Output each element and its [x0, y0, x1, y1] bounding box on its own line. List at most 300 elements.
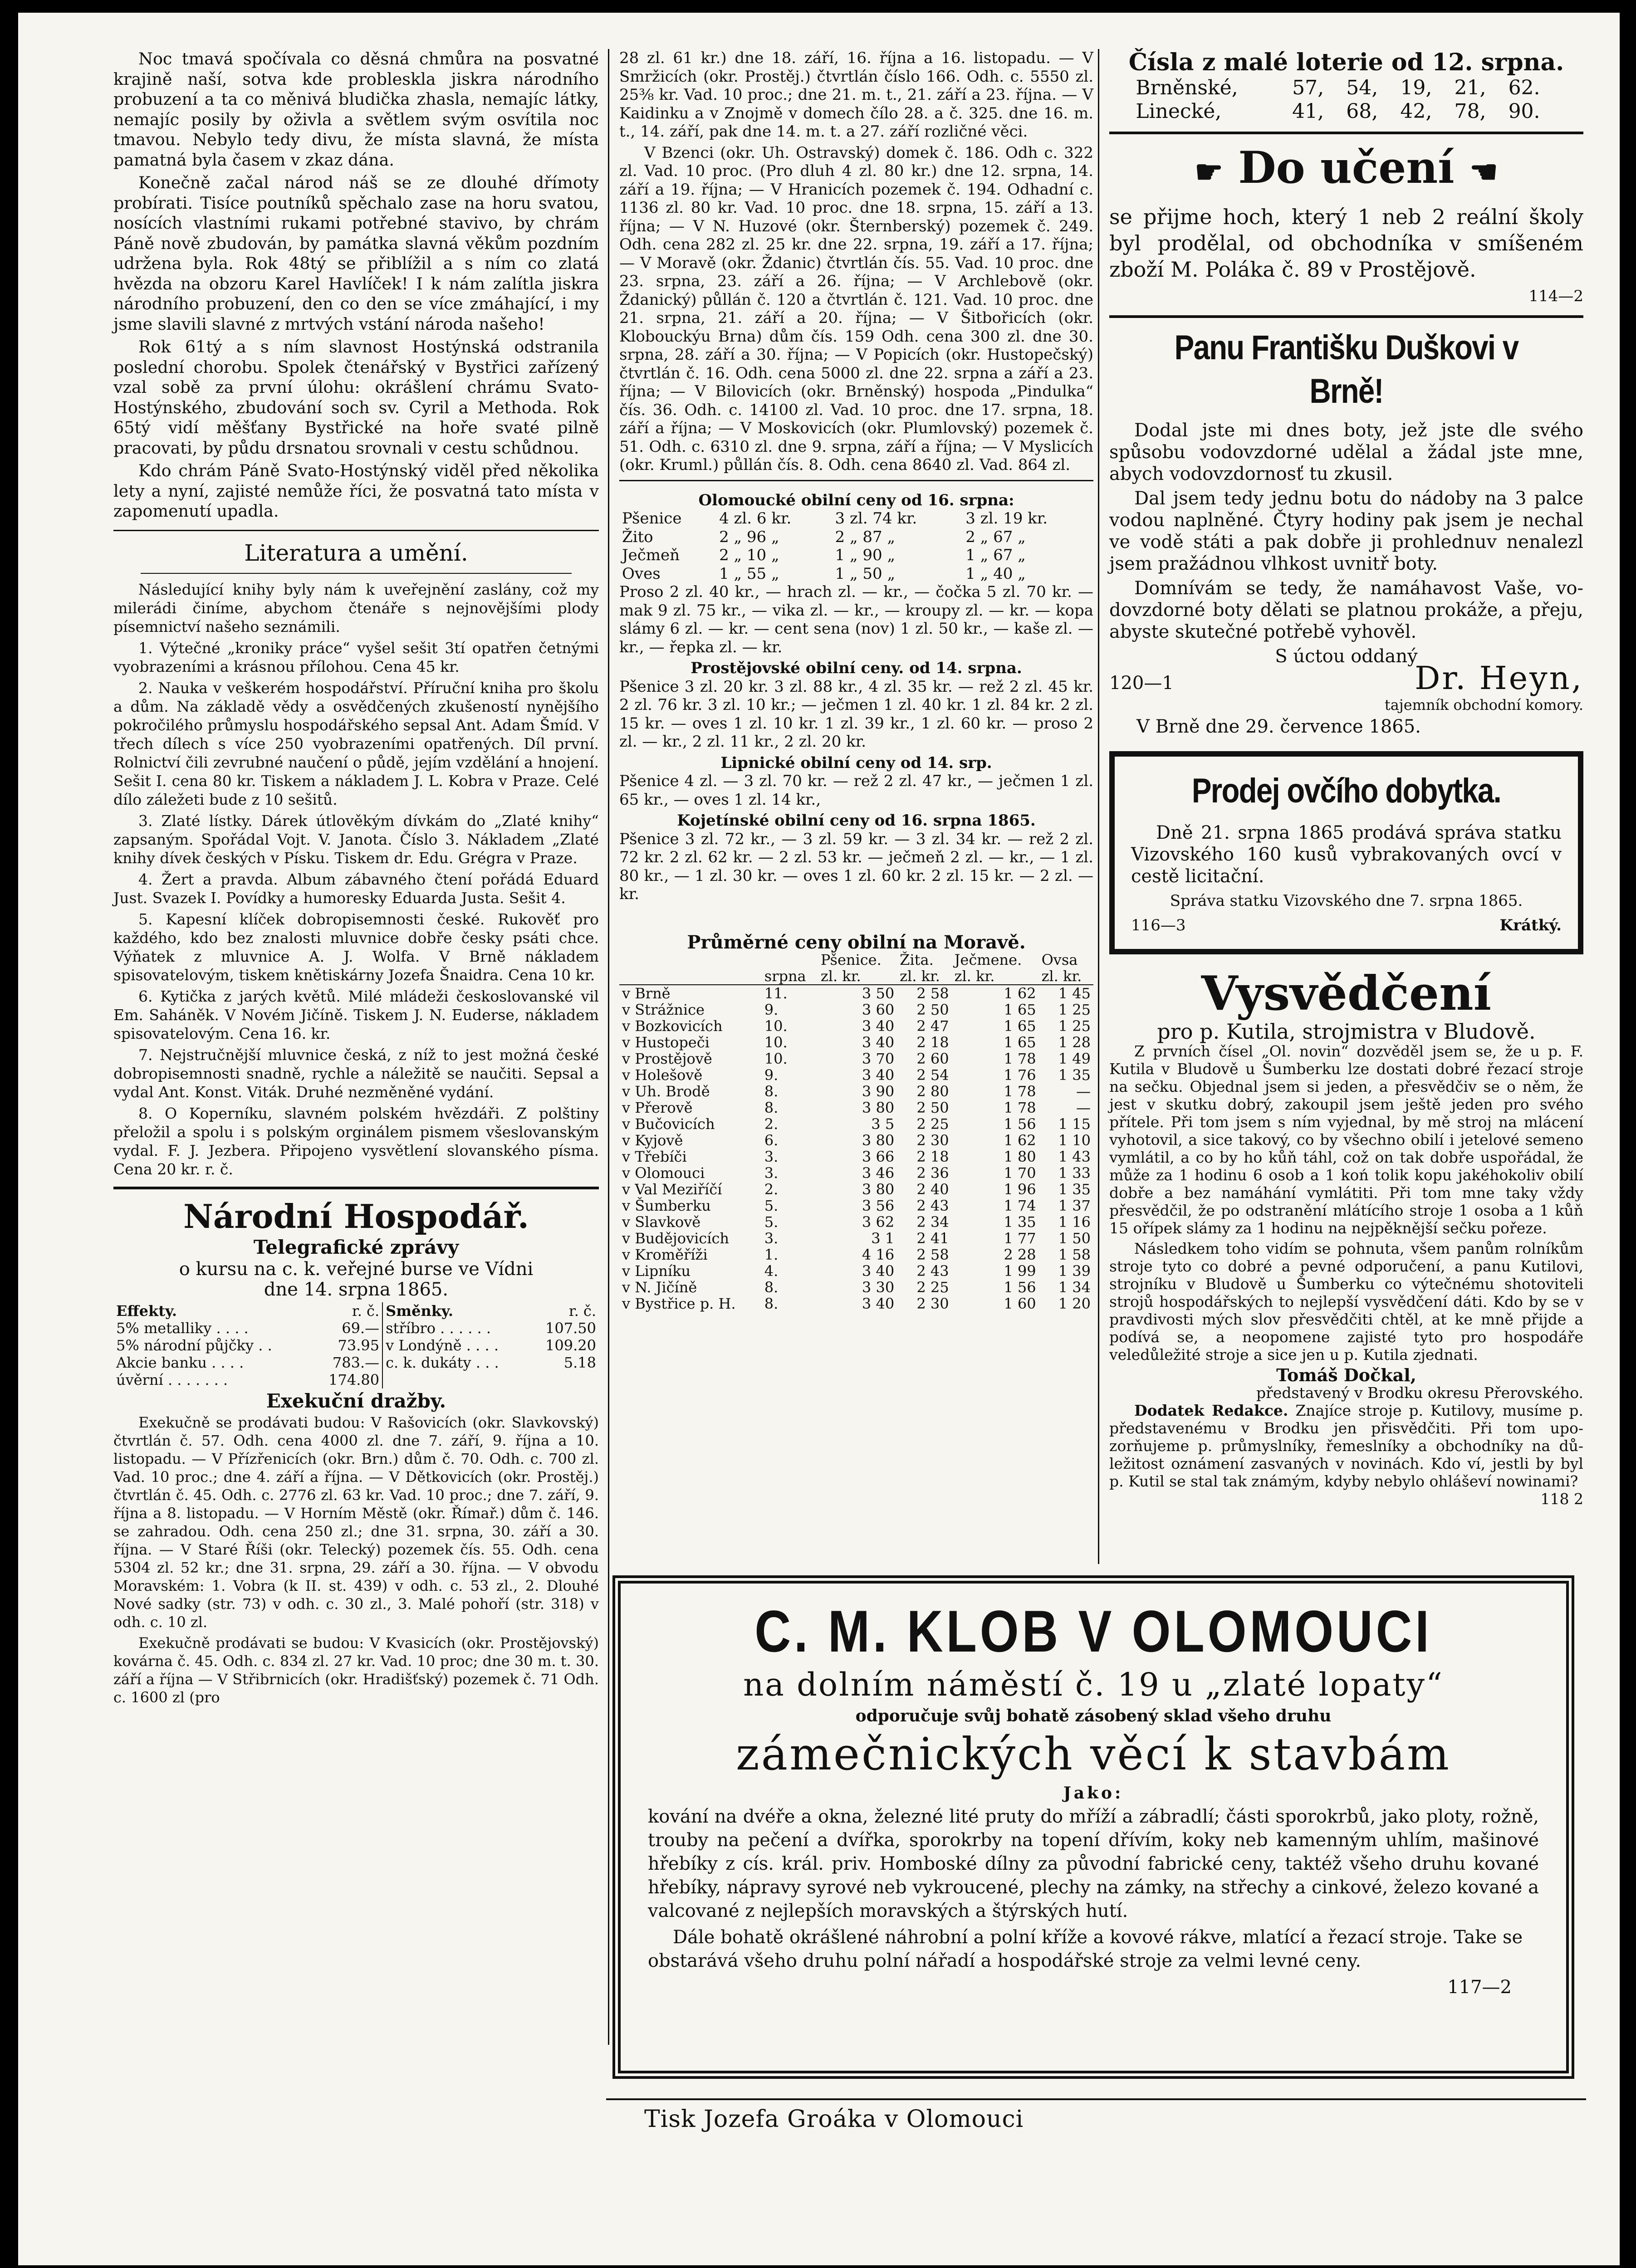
- olomouc-prices-title: Olomoucké obilní ceny od 16. srpna:: [698, 491, 1014, 509]
- literature-heading: Literatura a umění.: [244, 539, 468, 566]
- dusek-letter-text: Dodal jste mi dnes boty, jež jste dle svého spůsobu vodovzdorné udělal a žádal jste mne, abych vodovzdornosť tu zkusil.: [1109, 420, 1583, 484]
- cell: 3 80: [862, 1099, 895, 1116]
- footer-divider: [606, 2098, 1586, 2100]
- header-cell: Pšenice.: [820, 951, 882, 968]
- cell: 1 80: [1004, 1148, 1036, 1165]
- cell: 3 90: [862, 1083, 895, 1100]
- cell: v Budějovicích: [622, 1230, 729, 1247]
- dusek-letter-title: Panu Františku Duškovi v Brně!: [1174, 328, 1518, 411]
- cell: 73.95: [338, 1337, 380, 1354]
- cell: 1 25: [1058, 1001, 1091, 1018]
- auction-text: Exekučně se prodávati budou: V Rašovicích (okr. Slavkovský) čtvrtlán č. 57. Odh. cena 4000 zl. dne 7. září, 9. října a 10. listopadu. — V Přízřenicích (okr. Brn.) dům č. 70. Odh. c. 700 zl. Vad. 10 proc.; dne 4. září a října. — V Dětkovicích (okr. Prostěj.) čtvrtlán č. 45. Odh. c. 2776 zl. 63 kr. Vad. 10 proc.; dne 7. září, 9. října a 8. listopadu. — V Horním Městě (okr. Římař.) dům č. 146. se zahradou. Odh. cena 250 zl.; dne 31. srpna, 30. září a 30. října. — V Staré Říši (okr. Telecký) pozemek čís. 55. Odh. cena 5304 zl. 52 kr.; dne 31. srpna, 29. září a 30. října. — V obvodu Moravském: 1. Vobra (k II. st. 439) v odh. c. 53 zl., 2. Dlouhé Nové sadky (str. 73) v odh. c. 30 zl., 3. Malé pohoří (str. 318) v odh. c. 10 zl.: [113, 1413, 599, 1631]
- article-paragraph: Rok 61tý a s ním slavnost Hostýnská odstranila poslední chorobu. Spolek čtenářský v Bystřici zařízený vzal sobě za první úlohu: okrášlení chrámu Svato-Hostýnského, zbudování soch sv. Cyril a Methoda. Rok 65tý vidí měšťany Bystřické na hoře svaté pilně pracovati, by půdu drsnatou srovnali v cestu schůdnou.: [113, 337, 599, 458]
- cell: 3 50: [862, 985, 895, 1002]
- cell: 1 77: [1004, 1230, 1036, 1247]
- dusek-letter-text: Dal jsem tedy jednu botu do nádoby na 3 palce vodou naplněné. Čtyry hodiny pak jsem je nechal ve vodě státi a pak dobře ji prohlednuv nenalezl jsem pražádnou vlhkost uvnitř boty.: [1109, 488, 1583, 574]
- prices-text: Proso 2 zl. 40 kr., — hrach zl. — kr., — čočka 5 zl. 70 kr. — mak 9 zl. 75 kr., — vika zl. — kr., — kroupy zl. — kr. — kopa slámy 6 zl. — kr. — cent sena (nov) 1 zl. 50 kr., — kaše zl. — kr., — řepka zl. — kr.: [619, 583, 1093, 656]
- literature-item: 2. Nauka v veškerém hospodářství. Příruční kniha pro školu a dům. Na základě vědy a osvědčených zkušeností nynějšího pokročilého průmyslu hospodářského sepsal Ant. Adam Šmíd. V třech dílech s více 250 vyobrazeními opatřených. Díl první. Rolnictví čili zevrubné naučení o půdě, jejím vzdělání a hnojení. Sešit I. cena 80 kr. Tiskem a nákladem J. L. Kobra v Praze. Celé dílo záležeti bude z 10 sešitů.: [113, 679, 599, 808]
- cell: 2 „ 10 „: [719, 546, 779, 564]
- cell: v Bystřice p. H.: [622, 1295, 736, 1312]
- cell: v Třebíči: [622, 1148, 687, 1165]
- cell: v Olomouci: [622, 1164, 705, 1182]
- table-row: [619, 1165, 1093, 1181]
- cell: 3 56: [862, 1197, 895, 1214]
- cell: 2 „ 87 „: [835, 528, 896, 546]
- cell: 2 58: [916, 1246, 949, 1263]
- cell: 3 40: [862, 1034, 895, 1051]
- cell: 3 5: [871, 1115, 895, 1133]
- cell: v Prostějově: [622, 1050, 712, 1067]
- cell: 1 56: [1004, 1279, 1036, 1296]
- cell: 2 36: [916, 1164, 949, 1182]
- cell: 1 56: [1004, 1115, 1036, 1133]
- cell: Brněnské,: [1136, 76, 1238, 99]
- table-row: [619, 509, 1093, 528]
- apprentice-ad-text: se přijme hoch, který 1 neb 2 reální školy byl prodělal, od obchodníka v smíšeném zboží M. Poláka č. 89 v Prostějově.: [1109, 205, 1583, 282]
- cell: 69.—: [342, 1320, 380, 1337]
- cell: v Strážnice: [622, 1001, 705, 1018]
- cell: 8.: [764, 1099, 779, 1116]
- cell: 6.: [764, 1132, 779, 1149]
- cell: v Přerově: [622, 1099, 693, 1116]
- cell: 2 18: [916, 1148, 949, 1165]
- table-row: [619, 985, 1093, 1002]
- cell: v Bučovicích: [622, 1115, 715, 1133]
- cell: 1 „ 50 „: [835, 564, 896, 583]
- cell: stříbro . . . . . .: [382, 1320, 529, 1337]
- cell: 2 40: [916, 1181, 949, 1198]
- sheep-sale-footer: [1131, 914, 1562, 936]
- table-header: [619, 952, 1093, 968]
- telegraph-title: Telegrafické zprávy: [253, 1236, 459, 1258]
- ad-number: 117—2: [1447, 1977, 1512, 1998]
- cell: 3 80: [862, 1132, 895, 1149]
- table-row: [1133, 76, 1560, 100]
- cell: 3.: [764, 1230, 779, 1247]
- sheep-sale-text: Dně 21. srpna 1865 prodává správa statku Vizovského 160 kusů vybrakovaných ovcí v cestě licitační.: [1131, 822, 1562, 887]
- cell: 3 80: [862, 1181, 895, 1198]
- cell: 3 40: [862, 1295, 895, 1312]
- cell: 2 30: [916, 1132, 949, 1149]
- prices-text: Pšenice 3 zl. 72 kr., — 3 zl. 59 kr. — 3 zl. 34 kr. — rež 2 zl. 72 kr. 2 zl. 62 kr. — 2 zl. 53 kr. — ječmeň 2 zl. — kr., — 1 zl. 80 kr., — 1 zl. 30 kr. — oves 1 zl. 60 kr. 2 zl. 15 kr. — 2 zl. — kr.: [619, 830, 1093, 903]
- cell: 2 „ 67 „: [965, 528, 1026, 546]
- cell: 21,: [1454, 76, 1486, 99]
- cell: 1 39: [1058, 1262, 1091, 1280]
- pointing-hand-icon: ☛: [1195, 153, 1223, 191]
- table-row: [619, 1181, 1093, 1198]
- header-cell: r. č.: [568, 1302, 596, 1320]
- literature-item: 5. Kapesní klíček dobropisemnosti české. Rukověť pro každého, kdo bez znalosti mluvnice dobře česky psáti chce. Výňatek z mluvnice A. J. Wolfa. V Brně nákladem spisovatelovým, tiskem knětiskárny Jozefa Šnaidra. Cena 10 kr.: [113, 910, 599, 984]
- lottery-table: [1133, 76, 1560, 123]
- cell: 2 41: [916, 1230, 949, 1247]
- bourse-table: [113, 1302, 599, 1388]
- divider: [1109, 315, 1583, 318]
- sheep-sale-ad: [1109, 751, 1583, 954]
- header-cell: srpna: [764, 968, 806, 985]
- cell: 1 78: [1004, 1050, 1036, 1067]
- article-paragraph: Konečně začal národ náš se ze dlouhé dřímoty probírati. Tisíce poutníků spěchalo zase na horu svatou, nosících vlastními rukami potřebné stavivo, by chrám Páně nově zbudován, by památka slavná věkům pozdním udržena byla. Rok 48tý se přiblížil a s ním co zlatá hvězda na obzoru Karel Havlíček! I k nám zalítla jiskra národního probuzení, den co den se více zmáhající, i my jsme slavili slavné z mrtvých vstání národa našeho!: [113, 173, 599, 334]
- prostejov-prices-title: Prostějovské obilní ceny. od 14. srpna.: [691, 659, 1022, 677]
- cell: 62.: [1508, 76, 1540, 99]
- cell: 1 „ 40 „: [965, 564, 1026, 583]
- auction-list: [113, 1413, 599, 1706]
- klob-ad-recommends: odporučuje svůj bohatě zásobený sklad všeho druhu: [855, 1706, 1332, 1725]
- apprentice-ad-title: [1109, 142, 1583, 197]
- dusek-signature: Dr. Heyn,: [1415, 660, 1583, 697]
- cell: —: [1076, 1099, 1091, 1116]
- column-separator: [608, 49, 609, 2045]
- header-cell: Směnky.: [382, 1302, 529, 1320]
- klob-ad-text: Dále bohatě okrášlené náhrobní a polní kříže a kovové rákve, mlatící a řezací stroje. Take se obstarává všeho druhu polní nářadí a hospodářské stroje za velmi levné ceny.: [648, 1927, 1523, 1971]
- table-row: [619, 1116, 1093, 1132]
- pointing-hand-icon: ☚: [1469, 153, 1498, 191]
- header-cell: zl. kr.: [954, 968, 995, 985]
- prices-text: Pšenice 4 zl. — 3 zl. 70 kr. — rež 2 zl. 47 kr., — ječmen 1 zl. 65 kr., — oves 1 zl. 14 kr.,: [619, 772, 1093, 809]
- apprentice-ad-heading: Do učení: [1238, 142, 1455, 193]
- cell: 5% národní půjčky . .: [116, 1337, 272, 1354]
- cell: 8.: [764, 1295, 779, 1312]
- header-cell: Žita.: [900, 951, 934, 968]
- cell: 10.: [764, 1050, 788, 1067]
- table-row: [619, 1018, 1093, 1034]
- cell: v Kyjově: [622, 1132, 683, 1149]
- cell: 11.: [764, 985, 788, 1002]
- testimonial-signature: Tomáš Dočkal,: [1276, 1365, 1416, 1385]
- table-header: [619, 968, 1093, 985]
- cell: 3 60: [862, 1001, 895, 1018]
- cell: 1 74: [1004, 1197, 1036, 1214]
- table-row: [619, 1051, 1093, 1067]
- divider: [1109, 132, 1583, 134]
- sheep-sale-title: Prodej ovčího dobytka.: [1191, 772, 1501, 810]
- lottery-title: Čísla z malé loterie od 12. srpna.: [1128, 49, 1564, 76]
- cell: 3 zl. 74 kr.: [835, 509, 917, 528]
- divider: [619, 480, 1093, 481]
- dusek-role: tajemník obchodní komory.: [1384, 696, 1583, 714]
- table-row: [619, 1214, 1093, 1230]
- newspaper-page: [18, 13, 1620, 2265]
- cell: 1 76: [1004, 1066, 1036, 1084]
- cell: 2 43: [916, 1197, 949, 1214]
- column-separator: [1098, 49, 1099, 1564]
- cell: 5% metalliky . . . .: [116, 1320, 249, 1337]
- cell: 4.: [764, 1262, 779, 1280]
- cell: 2.: [764, 1181, 779, 1198]
- section-title: Národní Hospodář.: [183, 1197, 529, 1236]
- kojetin-prices-title: Kojetínské obilní ceny od 16. srpna 1865.: [677, 811, 1036, 830]
- table-row: [619, 565, 1093, 583]
- printer-imprint: Tisk Jozefa Groáka v Olomouci: [644, 2106, 1024, 2133]
- cell: 1 35: [1004, 1213, 1036, 1231]
- table-row: [619, 528, 1093, 547]
- literature-item: 8. O Koperníku, slavném polském hvězdáři. Z polštiny přeložil a spolu i s polským orginálem pismem všeslovanským vydal. F. J. Jezbera. Připojeno vysvětlení slovanského písma. Cena 20 kr. r. č.: [113, 1104, 599, 1178]
- sheep-sale-signature: Krátký.: [1499, 916, 1562, 934]
- auction-text: V Bzenci (okr. Uh. Ostravský) domek č. 186. Odh c. 322 zl. Vad. 10 proc. (Pro dluh 4 zl. 80 kr.) dne 12. srpna, 14. září a 19. října; — V Hranicích pozemek č. 194. Odhadní c. 1136 zl. 80 kr. Vad. 10 proc. dne 18. srpna, 15. září a 13. října; — V N. Huzové (okr. Šternberský) pozemek č. 249. Odh. cena 282 zl. 25 kr. dne 22. srpna, 19. září a 17. října; — V Moravě (okr. Ždanic) čtvrtlán čís. 55. Vad. 10 proc. dne 23. srpna, 23. září a 26. října; — V Archlebově (okr. Ždanický) půllán č. 120 a čtvrtlán č. 121. Vad. 10 proc. dne 21. srpna, 21. září a 20. října; — V Šitbořicích (okr. Klobouckýu Brna) dům čís. 159 Odh. cena 300 zl. dne 30. srpna, 28. září a 30. října; — V Popicích (okr. Hustopečský) čtvrtlán č. 16. Odh. cena 5000 zl. dne 22. srpna a září a 23. října; — V Bilovicích (okr. Brněnský) hospoda „Pindulka“ čís. 36. Odh. c. 14100 zl. Vad. 10 proc. dne 17. srpna, 18. září a října; — V Moskovicích (okr. Plumlovský) pozemek č. 51. Odh. c. 6310 zl. dne 9. srpna, září a října; — V Myslicích (okr. Kruml.) půllán čís. 8. Odh. cena 8640 zl. Vad. 864 zl.: [619, 143, 1093, 474]
- klob-ad-address: na dolním náměstí č. 19 u „zlaté lopaty“: [743, 1666, 1444, 1703]
- cell: 107.50: [545, 1320, 596, 1337]
- cell: 5.: [764, 1213, 779, 1231]
- cell: 1 „ 90 „: [835, 546, 896, 564]
- prices-text: Pšenice 3 zl. 20 kr. 3 zl. 88 kr., 4 zl. 35 kr. — rež 2 zl. 45 kr. 2 zl. 76 kr. 3 zl. 10 kr.; — ječmen 1 zl. 40 kr. 1 zl. 84 kr. 2 zl. 15 kr. — oves 1 zl. 10 kr. 1 zl. 39 kr., 1 zl. 60 kr. — proso 2 zl. — kr., 2 zl. 11 kr., 2 zl. 20 kr.: [619, 677, 1093, 751]
- literature-item: 7. Nejstručnější mluvnice česká, z níž to jest možná české dobropisemnosti snadně, rychle a náležitě se naučiti. Sepsal a vydal Ant. Konst. Viták. Druhé nezměněné vydání.: [113, 1046, 599, 1101]
- cell: 3.: [764, 1148, 779, 1165]
- cell: úvěrní . . . . . . .: [116, 1371, 228, 1388]
- cell: 174.80: [328, 1371, 380, 1388]
- auction-text: Exekučně prodávati se budou: V Kvasicích (okr. Prostějovský) kovárna č. 45. Odh. c. 834 zl. 27 kr. Vad. 10 proc; dne 30 m. t. 30. září a října — V Střibrnicích (okr. Hradišťský) pozemek č. 71 Odh. c. 1600 zl (pro: [113, 1634, 599, 1706]
- cell: v Holešově: [622, 1066, 703, 1084]
- cell: 4 zl. 6 kr.: [719, 509, 792, 528]
- auction-title: Exekuční dražby.: [266, 1390, 446, 1412]
- cell: v Londýně . . . .: [382, 1337, 529, 1354]
- table-row: [113, 1337, 599, 1354]
- sheep-sale-text: Správa statku Vizovského dne 7. srpna 1865.: [1170, 892, 1523, 910]
- cell: [382, 1371, 529, 1388]
- cell: 5.: [764, 1197, 779, 1214]
- cell: v Brně: [622, 985, 671, 1002]
- cell: —: [1076, 1083, 1091, 1100]
- cell: 1 65: [1004, 1001, 1036, 1018]
- divider: [113, 1187, 599, 1189]
- cell: 1 50: [1058, 1230, 1091, 1247]
- cell: 3 40: [862, 1066, 895, 1084]
- cell: Pšenice: [622, 509, 682, 528]
- cell: 1 „ 55 „: [719, 564, 779, 583]
- table-row: [619, 1149, 1093, 1165]
- klob-ad-title: C. M. KLOB V OLOMOUCI: [754, 1598, 1432, 1664]
- cell: 54,: [1346, 76, 1378, 99]
- cell: 1 96: [1004, 1181, 1036, 1198]
- cell: 2 30: [916, 1295, 949, 1312]
- cell: 9.: [764, 1001, 779, 1018]
- table-row: [619, 1295, 1093, 1312]
- cell: 1 28: [1058, 1034, 1091, 1051]
- table-header: [113, 1302, 599, 1320]
- cell: 1 15: [1058, 1115, 1091, 1133]
- cell: 2 54: [916, 1066, 949, 1084]
- header-cell: r. č.: [352, 1302, 380, 1320]
- cell: 1 62: [1004, 1132, 1036, 1149]
- cell: 1 25: [1058, 1017, 1091, 1035]
- cell: 57,: [1292, 76, 1324, 99]
- table-row: [619, 1132, 1093, 1149]
- cell: c. k. dukáty . . .: [382, 1354, 529, 1371]
- literature-item: 1. Výtečné „kroniky práce“ vyšel sešit 3tí opatřen četnými vyobrazeními a krásnou přílohou. Cena 45 kr.: [113, 639, 599, 675]
- table-row: [619, 1263, 1093, 1279]
- telegraph-date: dne 14. srpna 1865.: [264, 1279, 449, 1300]
- cell: 1 49: [1058, 1050, 1091, 1067]
- cell: 1 62: [1004, 985, 1036, 1002]
- testimonial-body: [1109, 1042, 1583, 1508]
- cell: 3 62: [862, 1213, 895, 1231]
- header-cell: Ječmene.: [954, 951, 1022, 968]
- cell: 2 34: [916, 1213, 949, 1231]
- cell: 90.: [1508, 100, 1540, 123]
- cell: v Uh. Brodě: [622, 1083, 710, 1100]
- article-paragraph: Noc tmavá spočívala co děsná chmůra na posvatné krajině naší, sotva kde probleskla jiskra národního probuzení a ta co měnivá bludička zhasla, nemajíc látky, nemajíc posily by oživla a světlem svým osvítila noc tmavou. Nebylo tedy divu, že místa slavná, že místa pamatná byla časem v zkaz dána.: [113, 49, 599, 170]
- testimonial-title: Vysvědčení: [1201, 965, 1492, 1021]
- column-1: [113, 49, 599, 2152]
- cell: 3 46: [862, 1164, 895, 1182]
- header-cell: zl. kr.: [820, 968, 861, 985]
- klob-ad-jako: Jako:: [1063, 1784, 1124, 1803]
- cell: v Val Meziříčí: [622, 1181, 722, 1198]
- cell: 3 30: [862, 1279, 895, 1296]
- table-row: [113, 1371, 599, 1388]
- cell: 2 50: [916, 1001, 949, 1018]
- cell: 1 65: [1004, 1034, 1036, 1051]
- telegraph-subtitle: o kursu na c. k. veřejné burse ve Vídni: [179, 1259, 534, 1280]
- table-row: [619, 1034, 1093, 1051]
- average-prices-table: [619, 952, 1093, 1312]
- editor-note-heading: Dodatek Redakce.: [1134, 1402, 1288, 1419]
- literature-intro: Následující knihy byly nám k uveřejnění zaslány, což my milerádi činíme, abychom čtenáře s nejnovějšími plody písemnictví našeho seznámili.: [113, 580, 599, 635]
- cell: 4 16: [862, 1246, 895, 1263]
- cell: 19,: [1400, 76, 1432, 99]
- average-prices-body: [619, 985, 1093, 1312]
- ad-number: 114—2: [1528, 287, 1583, 305]
- cell: 41,: [1292, 100, 1324, 123]
- cell: 2 „ 96 „: [719, 528, 779, 546]
- table-row: [619, 1067, 1093, 1083]
- cell: v Bozkovicích: [622, 1017, 723, 1035]
- cell: 2 50: [916, 1099, 949, 1116]
- literature-item: 6. Kytička z jarých květů. Milé mládeži českoslovanské vil Em. Saháněk. V Novém Jičíně. Tiskem J. N. Euderse, nákladem spisovatelovým. Cena 16. kr.: [113, 987, 599, 1042]
- cell: 3.: [764, 1164, 779, 1182]
- cell: v Hustopeči: [622, 1034, 710, 1051]
- cell: 2 43: [916, 1262, 949, 1280]
- cell: 1 35: [1058, 1066, 1091, 1084]
- cell: 3 70: [862, 1050, 895, 1067]
- cell: 10.: [764, 1017, 788, 1035]
- cell: 2 28: [1004, 1246, 1036, 1263]
- cell: 1 58: [1058, 1246, 1091, 1263]
- table-row: [1133, 100, 1560, 123]
- divider: [141, 573, 572, 574]
- dusek-greeting: S úctou oddaný: [1275, 646, 1418, 667]
- dusek-signature-row: [1109, 660, 1583, 697]
- table-row: [619, 1083, 1093, 1100]
- cell: 1 10: [1058, 1132, 1091, 1149]
- ad-number: 120—1: [1109, 673, 1174, 694]
- editor-note-text: Znajíce stroje p. Kutilovy, musíme p. představenému v Brodku jen přisvědčiti. Při tom upozorňujeme p. průmyslníky, řemeslníky a obchodníky na důležitost oznámení zasvaných v novinách. Kdo ví, jestli by byl p. Kutil se stal tak známým, kdyby nebylo ohláševí nowinami?: [1109, 1402, 1583, 1490]
- testimonial-text: Následkem toho vidím se pohnuta, všem panům rolníkům stroje tyto co dobré a pevné odporučení, a panu Kutilovi, strojníku v Bludově u Šumberku co výtečnému shotoviteli strojů hospodářských to nejlepší vysvědčení dáti. Kdo by se v pravdivosti mých slov přesvědčiti chtěl, at ke mně přijde a podívá se, a neopomene zajisté tyto pro hospodáře veledůležité stroje a sice jen u p. Kutila zjednati.: [1109, 1240, 1583, 1364]
- cell: Ječmeň: [622, 546, 680, 564]
- cell: 2 47: [916, 1017, 949, 1035]
- cell: v Slavkově: [622, 1213, 701, 1231]
- cell: 1 65: [1004, 1017, 1036, 1035]
- cell: 2.: [764, 1115, 779, 1133]
- cell: 9.: [764, 1066, 779, 1084]
- table-row: [619, 1198, 1093, 1214]
- table-row: [113, 1320, 599, 1337]
- cell: 1 16: [1058, 1213, 1091, 1231]
- editor-note: [1109, 1402, 1583, 1508]
- table-row: [619, 1230, 1093, 1246]
- cell: 3 1: [871, 1230, 895, 1247]
- cell: 42,: [1400, 100, 1432, 123]
- article-paragraph: Kdo chrám Páně Svato-Hostýnský viděl před několika lety a nyní, zajisté nemůže říci, že posvatná tato místa v zapomenutí upadla.: [113, 461, 599, 521]
- header-cell: Effekty.: [116, 1302, 177, 1320]
- cell: 1 99: [1004, 1262, 1036, 1280]
- literature-item: 3. Zlaté lístky. Dárek útlověkým dívkám do „Zlaté knihy“ zapsaným. Spořádal Vojt. V. Janota. Číslo 3. Nákladem „Zlaté knihy dívek českých v Písku. Tiskem dr. Edu. Grégra v Praze.: [113, 811, 599, 867]
- header-cell: Ovsa: [1041, 951, 1078, 968]
- header-cell: zl. kr.: [1041, 968, 1082, 985]
- cell: 8.: [764, 1083, 779, 1100]
- cell: 1 34: [1058, 1279, 1091, 1296]
- divider: [113, 530, 599, 531]
- header-cell: zl. kr.: [900, 968, 940, 985]
- cell: 1 78: [1004, 1099, 1036, 1116]
- cell: 68,: [1346, 100, 1378, 123]
- cell: 3 zl. 19 kr.: [965, 509, 1048, 528]
- testimonial-subtitle: pro p. Kutila, strojmistra v Bludově.: [1157, 1019, 1536, 1044]
- cell: 1 43: [1058, 1148, 1091, 1165]
- cell: 8.: [764, 1279, 779, 1296]
- auction-text: 28 zl. 61 kr.) dne 18. září, 16. října a 16. listopadu. — V Smržicích (okr. Prostěj.) čtvrtlán číslo 166. Odh. c. 5550 zl. 25⅜ kr. Vad. 10 proc.; dne 21. m. t., 21. září a 23. října. — V Kaidinku a v Znojmě v domech čílo 28. a č. 325. dne 16. m. t., 14. září, pak dne 14. m. t. a 27. září rozličné věci.: [619, 49, 1093, 141]
- cell: Akcie banku . . . .: [116, 1354, 244, 1371]
- klob-ad-text: kování na dvéře a okna, železné lité pruty do mříží a zábradlí; části sporokrbů, jako ploty, rožně, trouby na pečení a dvířka, sporokrby na topení dřívím, koky neb kamenným uhlím, mašinové hřebíky z cís. král. priv. Homboské dílny za původní fabrické ceny, taktéž všeho druhu kované hřebíky, nápravy syrové neb vykroucené, plechy na zámky, na střechy a cinkové, železo kované a valcované z nejlepších moravských a štýrských hutí.: [648, 1806, 1539, 1921]
- cell: 1 33: [1058, 1164, 1091, 1182]
- cell: 1 60: [1004, 1295, 1036, 1312]
- cell: Linecké,: [1136, 100, 1222, 123]
- cell: 2 80: [916, 1083, 949, 1100]
- dusek-date: V Brně dne 29. července 1865.: [1136, 716, 1421, 737]
- klob-ad-goods: zámečnických věcí k stavbám: [736, 1729, 1451, 1780]
- cell: 10.: [764, 1034, 788, 1051]
- cell: 1 37: [1058, 1197, 1091, 1214]
- cell: 2 25: [916, 1279, 949, 1296]
- table-row: [619, 546, 1093, 565]
- olomouc-prices-table: [619, 509, 1093, 583]
- cell: 3 66: [862, 1148, 895, 1165]
- table-row: [619, 1279, 1093, 1295]
- cell: 2 58: [916, 985, 949, 1002]
- table-row: [619, 1100, 1093, 1116]
- cell: 783.—: [332, 1354, 380, 1371]
- klob-ad: [612, 1575, 1574, 2079]
- cell: 1 „ 67 „: [965, 546, 1026, 564]
- cell: 2 18: [916, 1034, 949, 1051]
- cell: 3 40: [862, 1017, 895, 1035]
- testimonial-text: Z prvních čísel „Ol. novin“ dozvěděl jsem se, že u p. F. Kutila v Bludově u Šumberku lze dostati dobré řezací stroje na sečku. Objednal jsem si jeden, a přesvědčiv se o něm, že jest v skutku dobrý, zakoupil jsem ještě jeden pro svého přítele. Při tom jsem s ním vyjednal, by mě stroj na mlácení vyhotovil, a sice takový, co by všechno obilí i jetelové semeno vymlátil, a co by ho kůň táhl, což on tak dobře uspořádal, že může za 1 hodinu 6 osob a 1 koń tolik kopu jakéhokoliv obilí dobře a bez namáhání vymlátiti. Při tom mne taky vždy přesvědčil, že po odstranění mlátícího stroje 1 osoba a 1 kůň 15 ořípek slámy za 1 hodinu na nejpěknější sečku pořeze.: [1109, 1042, 1583, 1237]
- cell: 1.: [764, 1246, 779, 1263]
- cell: Žito: [622, 528, 653, 546]
- cell: 2 60: [916, 1050, 949, 1067]
- table-row: [619, 1246, 1093, 1263]
- cell: 1 20: [1058, 1295, 1091, 1312]
- ad-number: 118 2: [1540, 1490, 1583, 1508]
- literature-list: [113, 580, 599, 1178]
- cell: 1 35: [1058, 1181, 1091, 1198]
- cell: 1 78: [1004, 1083, 1036, 1100]
- cell: v Šumberku: [622, 1197, 711, 1214]
- testimonial-role: představený v Brodku okresu Přerovského.: [1256, 1384, 1583, 1402]
- cell: Oves: [622, 564, 661, 583]
- cell: 1 45: [1058, 985, 1091, 1002]
- cell: 78,: [1454, 100, 1486, 123]
- cell: [529, 1371, 599, 1388]
- table-row: [113, 1354, 599, 1371]
- table-row: [619, 1002, 1093, 1018]
- ad-number: 116—3: [1131, 916, 1186, 934]
- cell: 109.20: [545, 1337, 596, 1354]
- dusek-letter-text: Domnívám se tedy, že namáhavost Vaše, vodovzdorné boty dělati se platnou prokáže, a přeju, abyste skutečné potřebě vyhověl.: [1109, 578, 1583, 642]
- cell: v Kroměříži: [622, 1246, 708, 1263]
- cell: 3 40: [862, 1262, 895, 1280]
- average-prices-title: Průměrné ceny obilní na Moravě.: [687, 931, 1026, 953]
- cell: 5.18: [563, 1354, 596, 1371]
- cell: v Lipníku: [622, 1262, 691, 1280]
